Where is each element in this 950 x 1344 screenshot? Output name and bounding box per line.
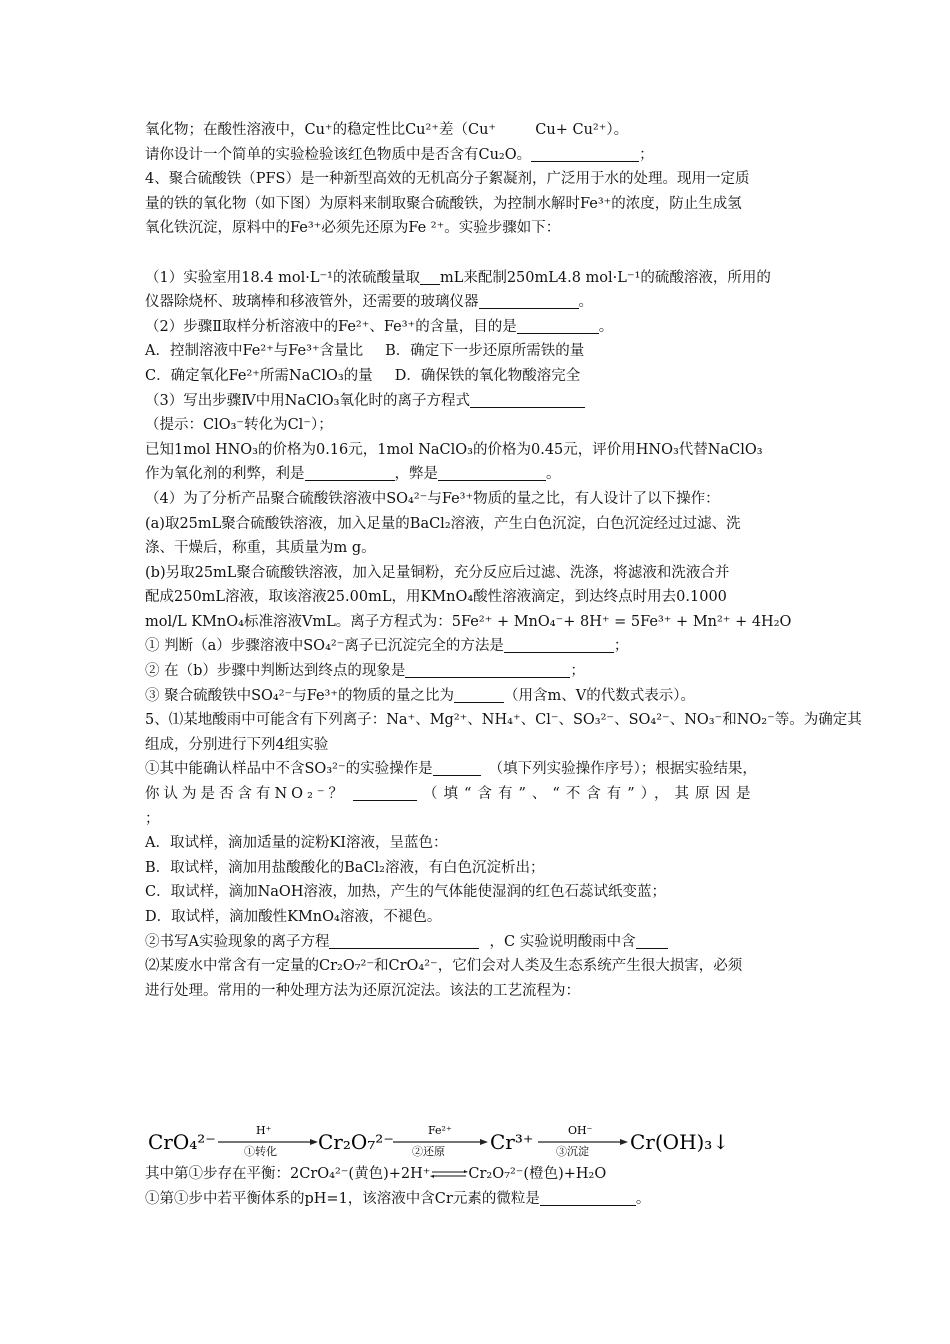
text-line (145, 462, 810, 487)
text: 作为氧化剂的利弊，利是 (145, 466, 305, 483)
text: mol/L KMnO₄标准溶液VmL。离子方程式为：5Fe²⁺ + MnO₄⁻+ 8H⁺ = 5Fe³⁺ + Mn²⁺ + 4H₂O (145, 613, 792, 630)
species-croh3: Cr(OH)₃↓ (630, 1130, 730, 1154)
option-a: A．取试样，滴加适量的淀粉KI溶液，呈蓝色： (145, 835, 448, 852)
text-line (145, 438, 810, 463)
text-line (145, 979, 810, 1004)
text-line (145, 561, 810, 586)
text: （用含m、V的代数式表示）。 (504, 687, 696, 704)
text: ； (613, 638, 629, 655)
option-d: D．取试样，滴加酸性KMnO₄溶液，不褪色。 (145, 909, 442, 925)
arrow1-head (310, 1139, 318, 1145)
species-cr2o7: Cr₂O₇²⁻ (318, 1130, 394, 1154)
text: 。 (635, 1190, 651, 1207)
text: 配成250mL溶液，取该溶液25.00mL，用KMnO₄酸性溶液滴定，到达终点时用去0.1000 (145, 589, 727, 606)
text-line (145, 512, 810, 537)
text-line (145, 536, 810, 561)
text-line (145, 708, 862, 733)
text-line (145, 216, 810, 241)
text: （1）实验室用18.4 mol·L⁻¹的浓硫酸量取 (145, 269, 420, 286)
text: （3）写出步骤Ⅳ中用NaClO₃氧化时的离子方程式 (145, 392, 470, 409)
text: mL来配制250mL4.8 mol·L⁻¹的硫酸溶液，所用的 (439, 269, 771, 286)
arrow3-head (620, 1139, 628, 1145)
text-line (145, 413, 810, 438)
option-d: D．确保铁的氧化物酸溶完全 (394, 367, 581, 384)
flow-notes (145, 1162, 810, 1211)
text-line (145, 880, 810, 905)
text-line (145, 733, 810, 758)
species-cr3: Cr³⁺ (490, 1130, 534, 1154)
text: ② 在（b）步骤中判断达到终点的现象是 (145, 663, 406, 680)
text: ③ 聚合硫酸铁中SO₄²⁻与Fe³⁺的物质的量之比为 (145, 687, 455, 704)
text: 你认为是否含有NO₂⁻？ (145, 786, 348, 803)
text: ； (145, 810, 160, 827)
option-b: B．取试样，滴加用盐酸酸化的BaCl₂溶液，有白色沉淀析出； (145, 859, 545, 876)
text-line (145, 389, 810, 414)
flow-svg (148, 1120, 730, 1160)
arrow2-bottom: ②还原 (412, 1145, 445, 1158)
answer-blank[interactable] (305, 465, 395, 481)
text: ②书写A实验现象的离子方程 (145, 933, 330, 950)
arrow1-top: H⁺ (256, 1124, 272, 1137)
option-b: B．确定下一步还原所需铁的量 (385, 343, 585, 360)
answer-blank[interactable] (504, 637, 614, 653)
text: ，弊是 (394, 466, 438, 483)
option-c: C．确定氧化Fe²⁺所需NaClO₃的量 (145, 367, 373, 384)
text-line (145, 192, 810, 217)
answer-blank[interactable] (531, 146, 639, 162)
answer-blank[interactable] (329, 933, 479, 949)
text-line (145, 610, 810, 635)
answer-blank[interactable] (438, 465, 546, 481)
text: ⑵某废水中常含有一定量的Cr₂O₇²⁻和CrO₄²⁻，它们会对人类及生态系统产生很大损害，必须 (145, 958, 743, 975)
answer-blank[interactable] (479, 293, 579, 309)
options-line (145, 339, 810, 364)
text: ① 判断（a）步骤溶液中SO₄²⁻离子已沉淀完全的方法是 (145, 638, 504, 655)
text: ①其中能确认样品中不含SO₃²⁻的实验操作是 (145, 761, 433, 778)
text: ； (570, 663, 585, 680)
text-line (145, 1187, 810, 1212)
arrow3-top: OH⁻ (568, 1124, 593, 1137)
answer-blank[interactable] (636, 933, 668, 949)
text-line (145, 659, 810, 684)
text: 。 (546, 466, 561, 483)
text: 仪器除烧杯、玻璃棒和移液管外，还需要的玻璃仪器 (145, 294, 479, 311)
text: （4）为了分析产品聚合硫酸铁溶液中SO₄²⁻与Fe³⁺物质的量之比，有人设计了以下操作： (145, 490, 720, 507)
text: （填下列实验操作序号）；根据实验结果， (488, 761, 757, 778)
text: ； (639, 146, 654, 163)
text: ①第①步中若平衡体系的pH=1，该溶液中含Cr元素的微粒是 (145, 1190, 540, 1207)
text: 进行处理。常用的一种处理方法为还原沉淀法。该法的工艺流程为： (145, 982, 580, 999)
text-line (145, 1162, 810, 1187)
text: 。 (578, 294, 593, 311)
arrow2-top: Fe²⁺ (428, 1124, 452, 1137)
text-line (145, 757, 810, 782)
text: ，C 实验说明酸雨中含 (489, 933, 636, 950)
answer-blank[interactable] (353, 785, 417, 801)
answer-blank[interactable] (470, 392, 585, 408)
text: (b)另取25mL聚合硫酸铁溶液，加入足量铜粉，充分反应后过滤、洗涤，将滤液和洗液合并 (145, 564, 730, 581)
text-line (145, 143, 810, 168)
text: Cr₂O₇²⁻(橙色)+H₂O (468, 1166, 607, 1182)
text: (a)取25mL聚合硫酸铁溶液，加入足量的BaCl₂溶液，产生白色沉淀，白色沉淀经过过滤、洗 (145, 515, 741, 532)
text-line (145, 167, 810, 192)
answer-blank[interactable] (540, 1190, 636, 1206)
options-line (145, 364, 810, 389)
text-line (145, 831, 810, 856)
text: 已知1mol HNO₃的价格为0.16元，1mol NaClO₃的价格为0.45元，评价用HNO₃代替NaClO₃ (145, 441, 763, 458)
text-line (145, 118, 810, 143)
answer-blank[interactable] (420, 269, 440, 285)
equilibrium-arrow-icon (430, 1169, 468, 1179)
text-line (145, 266, 810, 291)
answer-blank[interactable] (433, 760, 481, 776)
text-line (145, 856, 810, 881)
text-line (145, 684, 810, 709)
text-line (145, 634, 810, 659)
species-cro4: CrO₄²⁻ (148, 1130, 216, 1154)
text-line (145, 905, 810, 930)
text: 涤、干燥后，称重，其质量为m g。 (145, 540, 376, 557)
text-line (145, 782, 810, 807)
process-flow-diagram (148, 1120, 730, 1160)
text: Cu+ Cu²⁺）。 (530, 122, 629, 138)
text-line (145, 585, 810, 610)
text: （2）步骤Ⅱ取样分析溶液中的Fe²⁺、Fe³⁺的含量，目的是 (145, 318, 517, 335)
text-line (145, 487, 810, 512)
text-line (145, 315, 810, 340)
arrow1-bottom: ①转化 (244, 1145, 277, 1158)
text-line (145, 954, 810, 979)
arrow2-head (480, 1139, 488, 1145)
text: 组成，分别进行下列4组实验 (145, 736, 329, 753)
option-a: A．控制溶液中Fe²⁺与Fe³⁺含量比 (145, 343, 364, 360)
text-line (145, 807, 810, 832)
text-line (145, 930, 810, 955)
text: 请你设计一个简单的实验检验该红色物质中是否含有Cu₂O。 (145, 146, 532, 163)
answer-blank[interactable] (405, 662, 570, 678)
text: 量的铁的氧化物（如下图）为原料来制取聚合硫酸铁，为控制水解时Fe³⁺的浓度，防止生成氢 (145, 195, 742, 212)
option-c: C．取试样，滴加NaOH溶液，加热，产生的气体能使湿润的红色石蕊试纸变蓝； (145, 884, 666, 901)
document-page (145, 118, 862, 1003)
text: 4、聚合硫酸铁（PFS）是一种新型高效的无机高分子絮凝剂，广泛用于水的处理。现用一定质 (145, 171, 750, 188)
text: 5、⑴某地酸雨中可能含有下列离子：Na⁺、Mg²⁺、NH₄⁺、Cl⁻、SO₃²⁻、SO₄²⁻、NO₃⁻和NO₂⁻等。为确定其 (145, 712, 862, 729)
text: 氧化铁沉淀，原料中的Fe³⁺必须先还原为Fe ²⁺。实验步骤如下： (145, 220, 561, 237)
text: （提示：ClO₃⁻转化为Cl⁻）； (145, 417, 333, 434)
answer-blank[interactable] (517, 318, 599, 334)
text: 其中第①步存在平衡：2CrO₄²⁻(黄色)+2H⁺ (145, 1166, 431, 1182)
arrow3-bottom: ③沉淀 (556, 1145, 589, 1158)
figure-gap (145, 241, 810, 266)
text: （填“含有”、“不含有”），其原因是 (423, 786, 757, 803)
text-line (145, 290, 810, 315)
answer-blank[interactable] (454, 687, 504, 703)
text: 。 (598, 318, 614, 335)
text: 氧化物；在酸性溶液中，Cu⁺的稳定性比Cu²⁺差（Cu⁺ (145, 122, 501, 138)
